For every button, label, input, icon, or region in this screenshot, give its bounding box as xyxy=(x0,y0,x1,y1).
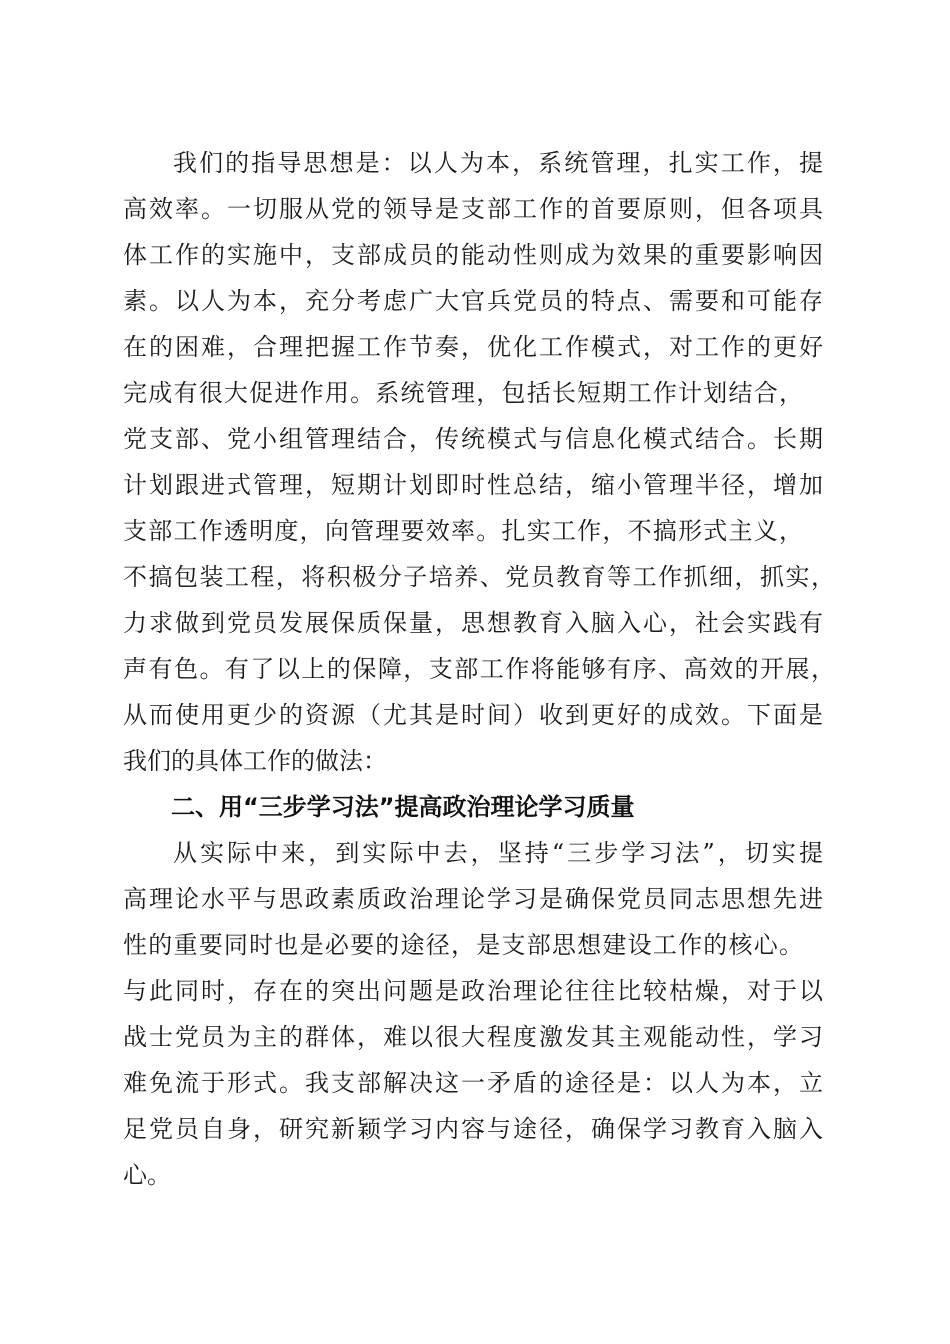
paragraph-1-line: 党支部、党小组管理结合，传统模式与信息化模式结合。长期 xyxy=(123,425,823,453)
section-heading: 二、用“三步学习法”提高政治理论学习质量 xyxy=(171,793,635,821)
paragraph-1-line: 完成有很大促进作用。系统管理，包括长短期工作计划结合， xyxy=(123,379,803,407)
paragraph-1-line: 我们的具体工作的做法： xyxy=(123,747,387,775)
paragraph-1-line: 不搞包装工程，将积极分子培养、党员教育等工作抓细，抓实， xyxy=(123,563,835,591)
paragraph-1-line: 在的困难，合理把握工作节奏，优化工作模式，对工作的更好 xyxy=(123,333,823,361)
document-body xyxy=(123,140,835,1198)
paragraph-1-line: 计划跟进式管理，短期计划即时性总结，缩小管理半径，增加 xyxy=(123,471,823,499)
paragraph-2-line: 战士党员为主的群体，难以很大程度激发其主观能动性，学习 xyxy=(123,1023,823,1051)
paragraph-1-line: 素。以人为本，充分考虑广大官兵党员的特点、需要和可能存 xyxy=(123,287,823,315)
paragraph-2-line: 从实际中来，到实际中去，坚持“三步学习法”，切实提 xyxy=(173,839,823,867)
paragraph-1-line: 我们的指导思想是：以人为本，系统管理，扎实工作，提 xyxy=(173,149,823,177)
paragraph-2-line: 心。 xyxy=(123,1161,171,1189)
paragraph-1-line: 从而使用更少的资源（尤其是时间）收到更好的成效。下面是 xyxy=(123,701,823,729)
paragraph-2-line: 性的重要同时也是必要的途径，是支部思想建设工作的核心。 xyxy=(123,931,803,959)
paragraph-1-line: 支部工作透明度，向管理要效率。扎实工作，不搞形式主义， xyxy=(123,517,803,545)
paragraph-2-line: 足党员自身，研究新颖学习内容与途径，确保学习教育入脑入 xyxy=(123,1115,823,1143)
paragraph-1-line: 高效率。一切服从党的领导是支部工作的首要原则，但各项具 xyxy=(123,195,823,223)
paragraph-2-line: 难免流于形式。我支部解决这一矛盾的途径是：以人为本，立 xyxy=(123,1069,823,1097)
paragraph-2-line: 与此同时，存在的突出问题是政治理论往往比较枯燥，对于以 xyxy=(123,977,823,1005)
paragraph-2-line: 高理论水平与思政素质政治理论学习是确保党员同志思想先进 xyxy=(123,885,823,913)
paragraph-1-line: 力求做到党员发展保质保量，思想教育入脑入心，社会实践有 xyxy=(123,609,823,637)
paragraph-1-line: 体工作的实施中，支部成员的能动性则成为效果的重要影响因 xyxy=(123,241,823,269)
paragraph-1-line: 声有色。有了以上的保障，支部工作将能够有序、高效的开展， xyxy=(123,655,835,683)
